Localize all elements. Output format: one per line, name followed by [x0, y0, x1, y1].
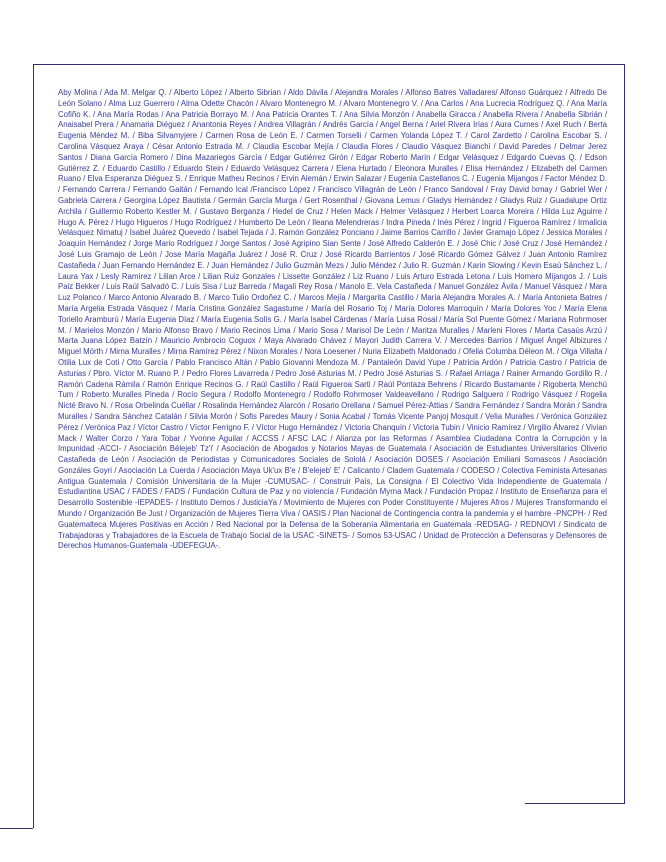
frame-bottom-left-rule: [0, 828, 33, 829]
frame-left-rule: [33, 64, 34, 828]
frame-bottom-right-rule: [525, 803, 625, 804]
signatories-list: Aby Molina / Ada M. Melgar Q. / Alberto López / Alberto Sibrian / Aldo Dávila / Alejandra Morales / Alfonso Batres Valladares/ Alfonso Guárquez / Alfredo De León Solano / Alma Luz Guerrero / Alma Odette Chacón / Alvaro Montenegro M. / Alvaro Montenegro V. / Ana Carlos / Ana Lucrecia Rodríguez Q. / Ana María Cofiño K. / Ana María Rodas / Ana Patricia Borrayo M. / Ana Patricia Orantes T. / Ana Silvia Monzón / Anabella Giracca / Anabella Rivera / Anabella Sibrián / Anaisabel Prera / Anamaria Diéguez / Anantonia Reyes / Andrea Villagrán / Andrés García / Angel Berna / Ariel Rivera Irías / Aura Cumes / Axel Ruch / Berta Eugenia Méndez M. / Biba Silvamyjere / Carmen Rosa de León E. / Carmen Torselli / Carmen Yolanda López T. / Carol Zardetto / Carolina Escobar S. / Carolina Vásquez Araya / César Antonio Estrada M. / Claudia Escobar Mejía / Claudia Flores / Claudio Vásquez Bianchi / David Paredes / Delmar Jerez Santos / Diana García Romero / Dina Mazariegos García / Edgar Gutiérrez Girón / Edgar Roberto Marín / Edgar Velásquez / Edgardo Cuevas Q. / Edson Gutiérrez Z. / Eduardo Castillo / Eduardo Stein / Eduardo Velásquez Carrera / Elena Hurtado / Eleonora Muralles / Elisa Hernández / Elizabeth del Carmen Ruano / Elva Esperanza Diéguez S. / Enrique Matheu Recinos / Ervin Alemán / Erwin Salazar / Eugenia Castellanos C. / Eugenia Mijangos / Factor Méndez D. / Fernando Carrera / Fernando Gaitán / Fernando Ical /Francisco López / Francisco Villagrán de León / Franco Sandoval / Fray David Ixmay / Gabriel Wer / Gabriela Carrera / Georgina López Bautista / Germán García Murga / Gert Rosenthal / Giovana Lemus / Gladys Hernández / Gladys Ruiz / Guadalupe Ortiz Archila / Guillermo Roberto Kestler M. / Gustavo Berganza / Hedel de Cruz / Helen Mack / Helmer Velásquez / Herbert Loarca Moreira / Hilda Luz Aguirre / Hugo A. Pérez / Hugo Higueros / Hugo Rodríguez / Humberto De León / Ileana Melendreras / Indra Pineda / Inés Pérez / Ingrid / Figueroa Ramírez / Irmalicia Velásquez Nimatuj / Isabel Juárez Quevedo / Isabel Tejada / J. Ramón González Ponciano / Jaime Barrios Carrillo / Javier Gramajo López / Jessica Morales / Joaquín Hernández / Jorge Mario Rodríguez / Jorge Santos / José Agripino Sian Sente / José Alfredo Calderón E. / José Chic / José Cruz / José Hernández / José Luis Gramajo de León / Jose María Magaña Juárez / José R. Cruz / José Ricardo Barrientos / José Ricardo Gómez Gálvez / Juan Antonio Ramírez Castañeda / Juan Fernando Hernández E. / Juan Hernández / Julio Guzmán Mezs / Julio Méndez / Julio R. Guzmán / Karin Slowing / Kevin Esaú Sánchez L. / Laura Yax / Lesly Ramírez / Lilian Arce / Lilian Ruiz Gonzales / Lissette González / Liz Ruano / Luis Arturo Estrada Letona / Luis Homero Mijangos J. / Luis Paiz Bekker / Luis Raúl Salvadó C. / Luis Sisa / Luz Barreda / Magalí Rey Rosa / Manolo E. Vela Castañeda / Manuel González Ávila / Manuel Vásquez / Mara Luz Polanco / Marco Antonio Alvarado B. / Marco Tulio Ordoñez C. / Marcos Mejía / Margarita Castillo / María Alejandra Morales A. / María Antonieta Batres / María Argelia Estrada Vásquez / María Cristina González Sagastume / María del Rosario Toj / María Dolores Marroquín / María Dolores Yoc / María Elena Toriello Aramburú / María Eugenia Díaz / María Eugenia Solís G. / María Isabel Cárdenas / María Luisa Rosal / María Sol Puente Gómez / Mariana Rohrmoser M. / Marielos Monzón / Mario Alfonso Bravo / Mario Recinos Lima / Mario Sosa / Marisol De León / Maritza Muralles / Marleni Flores / Marta Casaús Arzú / Marta Juana López Batzín / Mauricio Ambrocio Coguox / Maya Alvarado Chávez / Mayori Judith Carrera V. / Mercedes Barrios / Miguel Ángel Albizures / Miguel Mörth / Mirna Muralles / Mirna Ramírez Pérez / Nixon Morales / Nora Loesener / Nuria Elizabeth Maldonado / Ofelia Columba Déleon M. / Olga Villalta / Otilia Lux de Coti / Otto García / Pablo Francisco Altán / Pablo Giovanni Mendoza M. / Pantaleón David Yupe / Patricia Ardón / Patricia Castro / Patricia de Asturias / Pbro. Víctor M. Ruano P. / Pedro Flores Lavarreda / Pedro José Asturias M. / Pedro José Asturias S. / Rafael Arriaga / Rainer Armando Gordillo R. / Ramón Cadena Rámila / Ramón Enrique Recinos G. / Raúl Castillo / Raúl Figueroa Sarti / Raúl Pontaza Behrens / Ricardo Bustamante / Rigoberta Menchú Tum / Roberto Muralles Pineda / Rocío Segura / Rodolfo Montenegro / Rodolfo Rohrmoser Valdeavellano / Rodrigo Salguero / Rodrigo Vásquez / Rogelia Nicté Bravo N. / Rosa Orbelinda Cuéllar / Rosalinda Hernández Alarcón / Rosario Orellana / Samuel Pérez-Attias / Sandra Fernández / Sandra Morán / Sandra Muralles / Sandra Sánchez Catalán / Silvia Morón / Sofis Paredes Maury / Sonia Acabal / Tomás Vicente Panjoj Mosquit / Velia Muralles / Verónica González Pérez / Verónica Paz / Víctor Castro / Víctor Ferrigno F. / Víctor Hugo Hernández / Victoria Chanquín / Victoria Tubin / Vinicio Ramírez / Virgilio Álvarez / Vivian Mack / Walter Corzo / Yara Tobar / Yvonne Aguilar / ACCSS / AFSC LAC / Alianza por las Reformas / Asamblea Ciudadana Contra la Corrupción y la Impunidad -ACCI- / Asociación Bélejeb' Tz'i' / Asociación de Abogados y Notarios Mayas de Guatemala / Asociación de Estudiantes Universitarios Oliverio Castañeda de León / Asociación de Periodistas y Comunicadores Sociales de Sololá / Asociación DOSES / Asociación Emiliani Somascos / Asociación Gonzáles Goyri / Asociación La Cuerda / Asociación Maya Uk'ux B'e / B'elejeb' E' / Calicanto / Cladem Guatemala / CODESO / Colectiva Feminista Artesanas Antigua Guatemala / Comisión Universitaria de la Mujer -CUMUSAC- / Construir País, La Consigna / El Colectivo Vida Independiente de Guatemala / Estudiantina USAC / FADES / FADS / Fundación Cultura de Paz y no violencia / Fundación Myrna Mack / Fundación Propaz / Instituto de Enseñanza para el Desarrollo Sostenible -IEPADES- / Instituto Demos / JusticiaYa / Movimiento de Mujeres con Poder Constituyente / Mujeres Afros / Mujeres Transformando el Mundo / Organización Be Just / Organización de Mujeres Tierra Viva / OASIS / Plan Nacional de Contingencia contra la pandemia y el hambre -PNCPH- / Red Guatemalteca Mujeres Positivas en Acción / Red Nacional por la Defensa de la Soberanía Alimentaria en Guatemala -REDSAG- / REDNOVI / Sindicato de Trabajadoras y Trabajadores de la Escuela de Trabajo Social de la USAC -SINETS- / Somos 53-USAC / Unidad de Protección a Defensoras y Defensores de Derechos Humanos-Guatemala -UDEFEGUA-.: [58, 88, 607, 551]
